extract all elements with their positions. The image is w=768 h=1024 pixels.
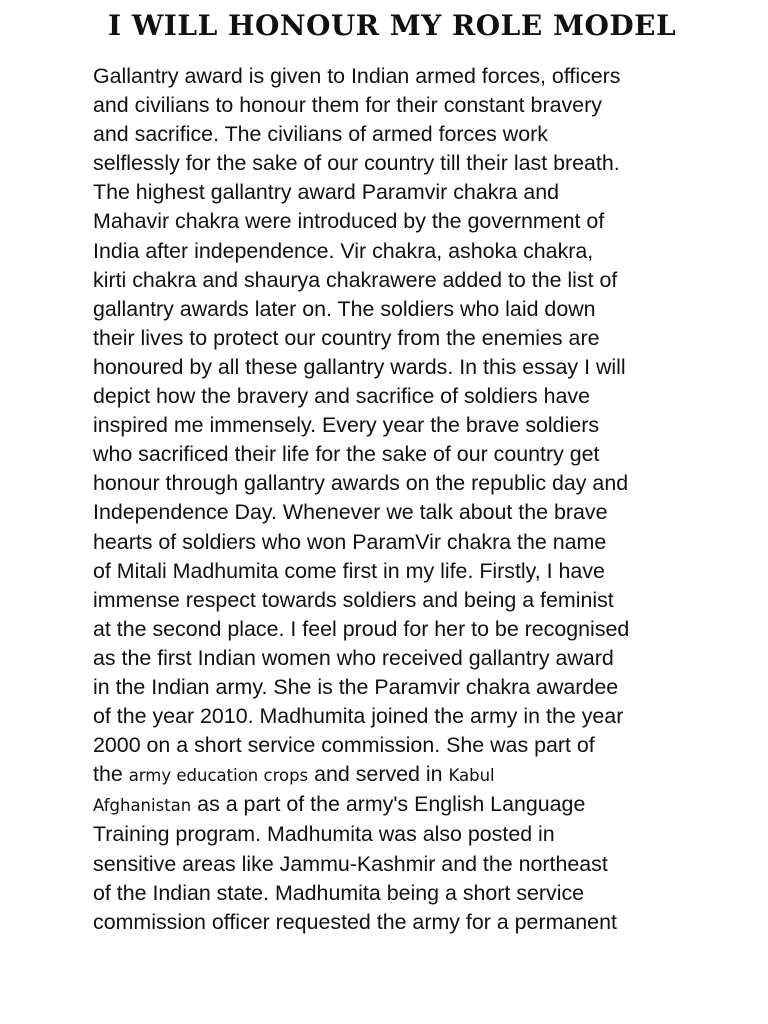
text-line: The highest gallantry award Paramvir chakra and xyxy=(93,180,560,205)
text-line: Independence Day. Whenever we talk about the brave xyxy=(93,500,608,525)
text-line: Gallantry award is given to Indian armed forces, officers xyxy=(93,64,621,88)
text-line: India after independence. Vir chakra, ashoka chakra, xyxy=(93,238,594,263)
text-line: honoured by all these gallantry wards. In this essay I will xyxy=(93,354,626,379)
text-line: hearts of soldiers who won ParamVir chakra the name xyxy=(93,529,607,554)
text-line: Training program. Madhumita was also posted in xyxy=(93,822,555,847)
text-line: at the second place. I feel proud for her to be recognised xyxy=(93,616,630,641)
text-line: depict how the bravery and sacrifice of soldiers have xyxy=(93,384,590,409)
text-line: of Mitali Madhumita come first in my life. Firstly, I have xyxy=(93,558,605,583)
text-line: and sacrifice. The civilians of armed forces work xyxy=(93,122,548,147)
text-line-mixed xyxy=(93,760,693,790)
page-title: I WILL HONOUR MY ROLE MODEL xyxy=(108,9,677,42)
text-line: immense respect towards soldiers and being a feminist xyxy=(93,587,614,612)
text-line: Mahavir chakra were introduced by the government of xyxy=(93,209,605,234)
text-segment-inset: Kabul xyxy=(448,766,495,786)
text-segment-inset: army education crops xyxy=(128,766,309,786)
text-line: who sacrificed their life for the sake of our country get xyxy=(93,442,600,467)
text-line: their lives to protect our country from the enemies are xyxy=(93,325,600,350)
text-segment: as a part of the army's English Language xyxy=(191,792,586,817)
text-line: and civilians to honour them for their constant bravery xyxy=(93,93,602,118)
text-line: kirti chakra and shaurya chakrawere added to the list of xyxy=(93,267,618,292)
text-line: honour through gallantry awards on the republic day and xyxy=(93,471,629,496)
text-line: of the year 2010. Madhumita joined the army in the year xyxy=(93,704,624,729)
text-line: commission officer requested the army for a permanent xyxy=(93,909,617,934)
text-line: sensitive areas like Jammu-Kashmir and the northeast xyxy=(93,851,608,876)
text-segment: and served in xyxy=(308,762,449,787)
text-line: gallantry awards later on. The soldiers who laid down xyxy=(93,296,596,321)
text-line: selflessly for the sake of our country till their last breath. xyxy=(93,151,620,176)
text-line: inspired me immensely. Every year the brave soldiers xyxy=(93,413,600,438)
text-line: as the first Indian women who received gallantry award xyxy=(93,645,614,670)
text-line-mixed xyxy=(93,790,693,820)
text-line: of the Indian state. Madhumita being a short service xyxy=(93,880,585,905)
text-line: 2000 on a short service commission. She was part of xyxy=(93,733,595,758)
essay-body xyxy=(93,62,693,937)
text-segment-inset: Afghanistan xyxy=(93,796,192,816)
text-segment: the xyxy=(93,762,129,787)
text-line: in the Indian army. She is the Paramvir chakra awardee xyxy=(93,674,619,699)
